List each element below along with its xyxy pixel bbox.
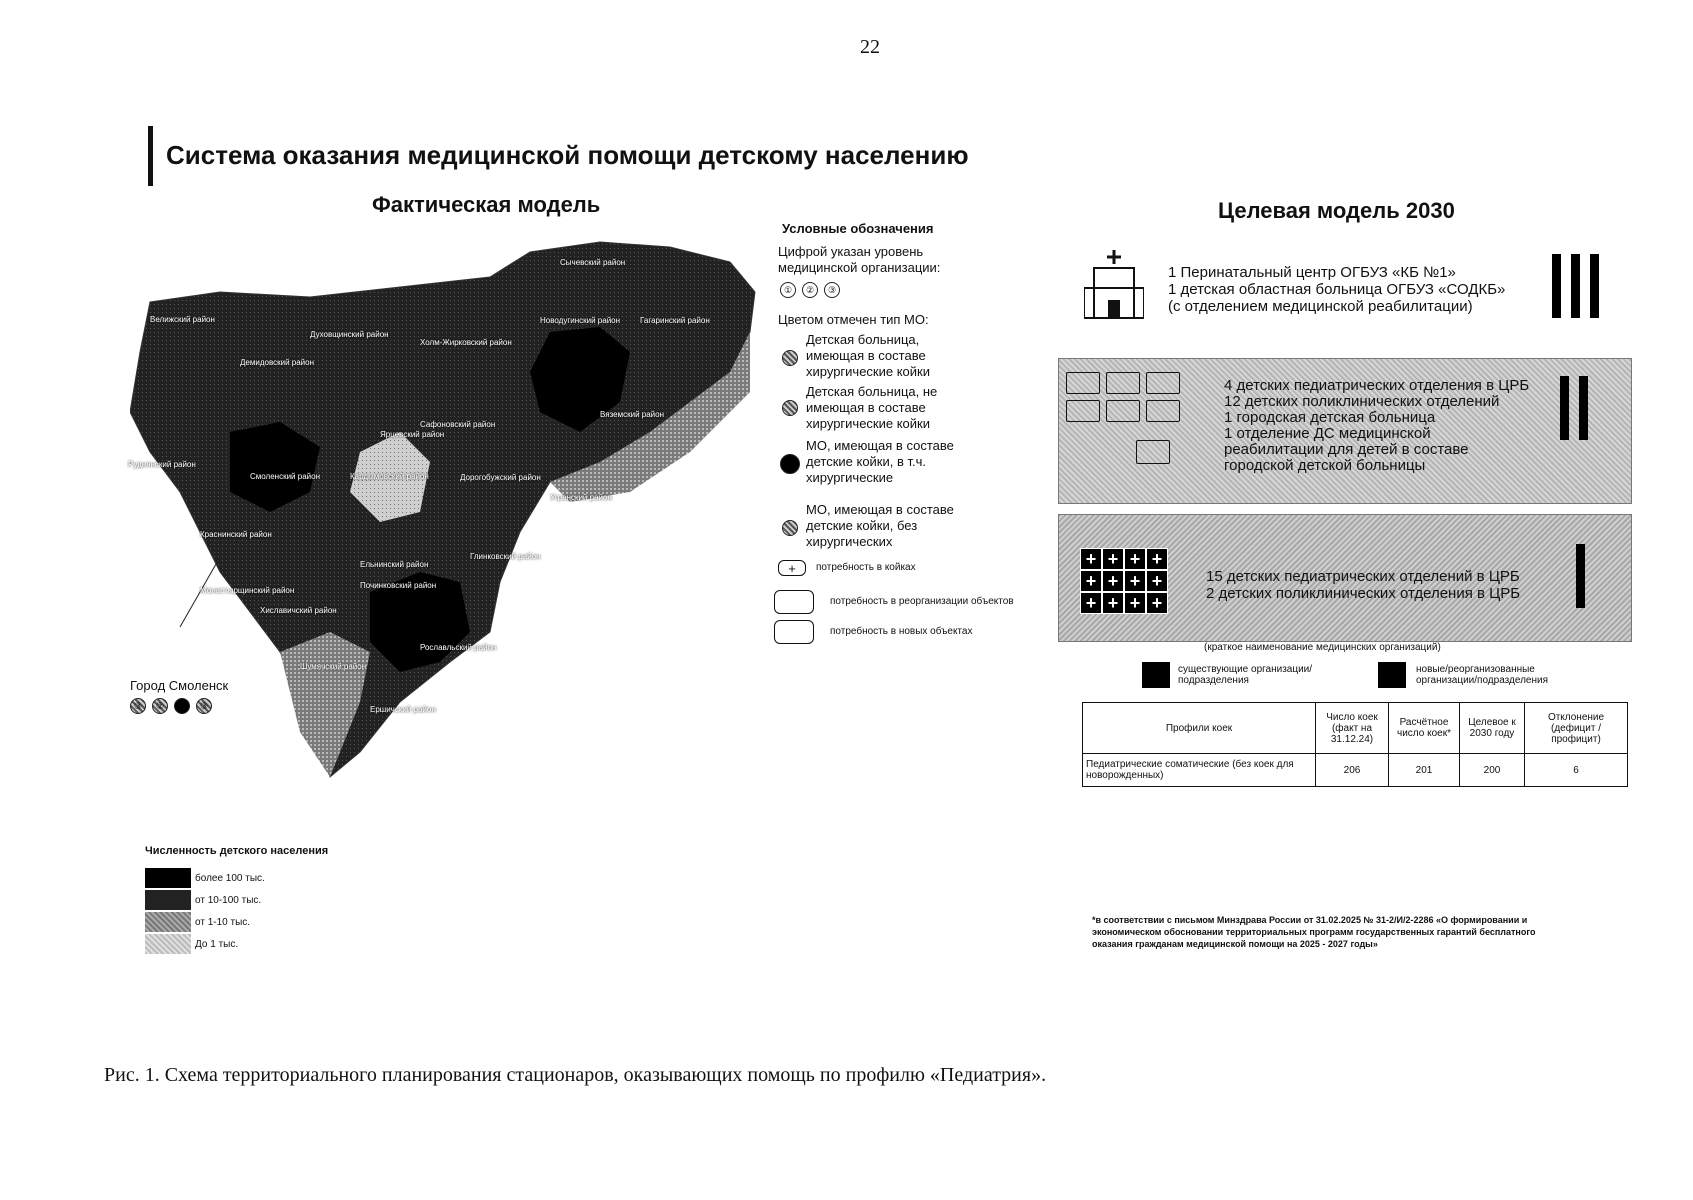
hospital-icon <box>1084 248 1144 320</box>
level2-icons <box>1066 372 1192 422</box>
plus-icon: + <box>1102 570 1124 592</box>
building-icon <box>1146 400 1180 422</box>
population-legend-title: Численность детского населения <box>145 845 329 857</box>
city-mark-1: ③ <box>130 698 146 714</box>
population-item <box>145 890 265 910</box>
new-box <box>774 620 814 644</box>
reorg-label: потребность в реорганизации объектов <box>830 596 1014 607</box>
population-label: от 10-100 тыс. <box>195 894 262 906</box>
district-label: Дорогобужский район <box>460 473 541 482</box>
district-label: Демидовский район <box>240 358 315 367</box>
level-icon: ③ <box>824 282 840 298</box>
building-icon <box>1106 372 1140 394</box>
legend-levels <box>780 282 840 298</box>
population-label: более 100 тыс. <box>195 872 265 884</box>
plus-icon: + <box>1124 570 1146 592</box>
district-label: Шумячский район <box>300 662 367 671</box>
building-icon <box>1066 400 1100 422</box>
fact-model-heading: Фактическая модель <box>372 192 601 217</box>
new-swatch <box>1378 662 1406 688</box>
level3-line: (с отделением медицинской реабилитации) <box>1168 298 1473 315</box>
existing-swatch <box>1142 662 1170 688</box>
level2-line: 12 детских поликлинических отделений <box>1224 393 1500 410</box>
level3-line: 1 Перинатальный центр ОГБУЗ «КБ №1» <box>1168 264 1456 281</box>
plus-icon: + <box>1146 570 1168 592</box>
city-mark-4: ③ <box>196 698 212 714</box>
type-icon-1 <box>782 350 798 366</box>
building-icon <box>1146 372 1180 394</box>
plus-icon: + <box>1080 570 1102 592</box>
page-number: 22 <box>860 36 880 58</box>
level2-text <box>1224 378 1529 474</box>
district-label: Сафоновский район <box>420 420 496 429</box>
new-label: потребность в новых объектах <box>830 626 973 637</box>
city-marks <box>130 698 212 714</box>
plus-icon: + <box>778 560 806 576</box>
legend-level-text: Цифрой указан уровень медицинской организации: <box>778 244 941 275</box>
level2-line: реабилитации для детей в составе <box>1224 441 1469 458</box>
level1-plus-grid <box>1080 548 1176 614</box>
district-label: Велижский район <box>150 315 215 324</box>
level1-line: 2 детских поликлинических отделения в ЦРБ <box>1206 585 1521 602</box>
plus-label: потребность в койках <box>816 562 916 573</box>
legend-title: Условные обозначения <box>782 221 934 236</box>
population-item <box>145 934 265 954</box>
type-label-3: МО, имеющая в составе детские койки, в т.ч. хирургические <box>806 438 954 485</box>
district-label: Вяземский район <box>600 410 664 419</box>
district-label: Монастырщинский район <box>200 586 295 595</box>
level1-bars <box>1576 544 1595 613</box>
district-label: Ярцевский район <box>380 430 445 439</box>
existing-label: существующие организации/подразделения <box>1178 664 1313 686</box>
population-item <box>145 912 265 932</box>
plus-icon: + <box>1102 592 1124 614</box>
district-label: Кардымовский район <box>350 472 429 481</box>
beds-table <box>1082 702 1628 787</box>
level3-text <box>1168 264 1505 315</box>
level-icon: ① <box>780 282 796 298</box>
district-label: Ельнинский район <box>360 560 429 569</box>
level3-bars <box>1552 254 1609 323</box>
table-header: Профили коек <box>1083 703 1316 754</box>
plus-icon: + <box>1124 592 1146 614</box>
district-label: Хиславичский район <box>260 606 337 615</box>
new-org-label: новые/реорганизованные организации/подразделения <box>1416 664 1548 686</box>
page-title: Система оказания медицинской помощи детскому населению <box>166 140 969 170</box>
district-label: Смоленский район <box>250 472 320 481</box>
district-label: Рославльский район <box>420 643 497 652</box>
population-label: от 1-10 тыс. <box>195 916 251 928</box>
city-mark-3 <box>174 698 190 714</box>
type-icon-3 <box>780 454 800 474</box>
city-mark-2: ② <box>152 698 168 714</box>
type-icon-4 <box>782 520 798 536</box>
table-cell: Педиатрические соматические (без коек для новорожденных) <box>1083 754 1316 787</box>
level2-line: городской детской больницы <box>1224 457 1426 474</box>
plus-icon: + <box>1080 548 1102 570</box>
level3-line: 1 детская областная больница ОГБУЗ «СОДКБ» <box>1168 281 1506 298</box>
population-label: До 1 тыс. <box>195 938 239 950</box>
type-label-1: Детская больница, имеющая в составе хирургические койки <box>806 332 931 379</box>
population-swatch <box>145 934 191 954</box>
table-header: Целевое к 2030 году <box>1460 703 1525 754</box>
level1-line: 15 детских педиатрических отделений в ЦРБ <box>1206 568 1520 585</box>
population-legend <box>145 868 265 954</box>
district-label: Починковский район <box>360 581 437 590</box>
type-label-2: Детская больница, не имеющая в составе хирургические койки <box>806 384 938 431</box>
district-label: Глинковский район <box>470 552 541 561</box>
population-swatch <box>145 912 191 932</box>
district-label: Угранский район <box>550 493 612 502</box>
level2-bars <box>1560 376 1598 445</box>
type-label-4: МО, имеющая в составе детские койки, без хирургических <box>806 502 954 549</box>
type-icon-2 <box>782 400 798 416</box>
city-label: Город Смоленск <box>130 678 229 693</box>
district-label: Холм-Жирковский район <box>420 338 512 347</box>
district-label: Ершичский район <box>370 705 436 714</box>
target-model-heading: Целевая модель 2030 <box>1218 198 1455 223</box>
district-label: Краснинский район <box>200 530 272 539</box>
table-cell: 6 <box>1525 754 1628 787</box>
population-item <box>145 868 265 888</box>
population-swatch <box>145 890 191 910</box>
plus-icon: + <box>1146 548 1168 570</box>
building-icon <box>1136 440 1170 464</box>
table-cell: 200 <box>1460 754 1525 787</box>
table-cell: 201 <box>1389 754 1460 787</box>
district-label: Новодугинский район <box>540 316 621 325</box>
table-header-row <box>1083 703 1628 754</box>
level-icon: ② <box>802 282 818 298</box>
plus-icon: + <box>1146 592 1168 614</box>
region-map <box>130 232 760 782</box>
plus-icon: + <box>1102 548 1124 570</box>
population-swatch <box>145 868 191 888</box>
district-label: Руднянский район <box>128 460 196 469</box>
reorg-box <box>774 590 814 614</box>
district-label: Сычевский район <box>560 258 626 267</box>
short-names-note: (краткое наименование медицинских организаций) <box>1204 642 1441 653</box>
building-icon <box>1066 372 1100 394</box>
level2-line: 1 городская детская больница <box>1224 409 1436 426</box>
table-header: Расчётное число коек* <box>1389 703 1460 754</box>
table-header: Число коек (факт на 31.12.24) <box>1316 703 1389 754</box>
building-icon <box>1106 400 1140 422</box>
table-row <box>1083 754 1628 787</box>
district-label: Гагаринский район <box>640 316 710 325</box>
level2-line: 1 отделение ДС медицинской <box>1224 425 1431 442</box>
plus-icon: + <box>1080 592 1102 614</box>
figure-caption: Рис. 1. Схема территориального планирования стационаров, оказывающих помощь по профилю «Педиатрия». <box>104 1064 1047 1086</box>
table-header: Отклонение (дефицит / профицит) <box>1525 703 1628 754</box>
plus-icon: + <box>1124 548 1146 570</box>
level2-line: 4 детских педиатрических отделения в ЦРБ <box>1224 377 1530 394</box>
level1-text <box>1206 568 1520 602</box>
table-cell: 206 <box>1316 754 1389 787</box>
legend-color-text: Цветом отмечен тип МО: <box>778 312 929 327</box>
footnote: *в соответствии с письмом Минздрава России от 31.02.2025 № 31-2/И/2-2286 «О формировании и экономическом обосновании территориальных программ государственных гарантий бесплатного оказания гражданам медицинской помощи на 2025 - 2027 годы» <box>1092 915 1536 949</box>
district-label: Духовщинский район <box>310 330 389 339</box>
title-bar <box>148 126 153 186</box>
